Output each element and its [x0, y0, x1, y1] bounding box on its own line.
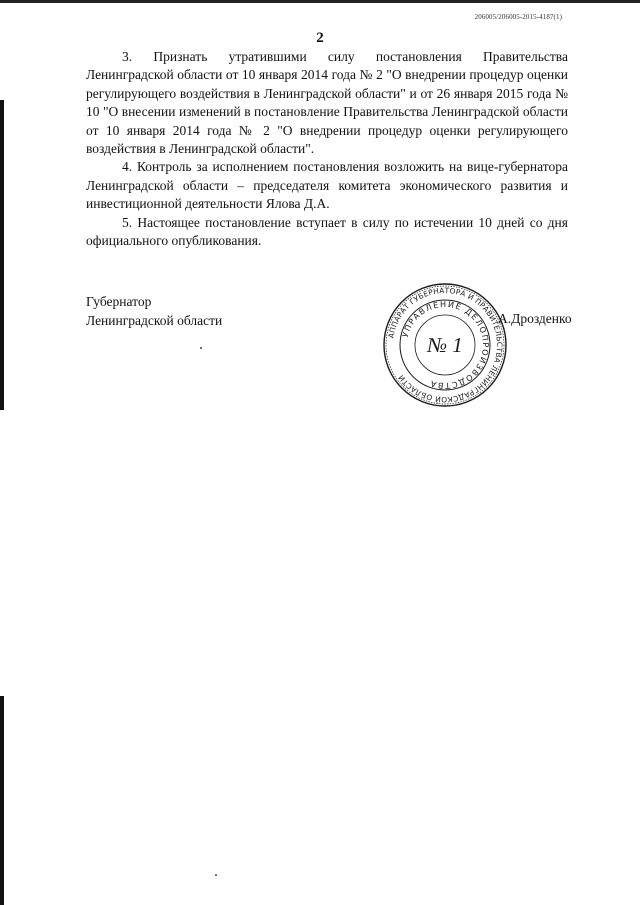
stamp-inner-text: УПРАВЛЕНИЕ ДЕЛОПРОИЗВОДСТВА — [400, 299, 491, 391]
stamp-outer-text: АППАРАТ ГУБЕРНАТОРА И ПРАВИТЕЛЬСТВА ЛЕНИНГРАДСКОЙ ОБЛАСТИ — [386, 285, 505, 405]
scan-edge-mark-upper — [0, 100, 4, 410]
signer-name: А.Дрозденко — [498, 311, 572, 326]
top-border-line — [0, 0, 640, 3]
page-number: 2 — [316, 30, 324, 46]
paragraph-5: 5. Настоящее постановление вступает в силу по истечении 10 дней со дня официального опубликования. — [86, 214, 568, 249]
stamp-center-number: № 1 — [427, 333, 463, 357]
document-body — [86, 48, 568, 250]
signature-block — [86, 292, 222, 330]
scan-speck — [215, 874, 217, 876]
registration-number: 206005/206005-2015-4187(1) — [474, 13, 562, 21]
signer-position-line1: Губернатор — [86, 294, 152, 309]
paragraph-4: 4. Контроль за исполнением постановления возложить на вице-губернатора Ленинградской области – председателя комитета экономического развития и инвестиционной деятельности Ялова Д.А. — [86, 159, 568, 212]
official-seal-stamp — [381, 281, 509, 409]
paragraph-3: 3. Признать утратившими силу постановления Правительства Ленинградской области от 10 января 2014 года № 2 "О внедрении процедур оценки регулирующего воздействия в Ленинградской области" и от 26 января 2015 года № 10 "О внесении изменений в постановление Правительства Ленинградской области от 10 января 2014 года № 2 "О внедрении процедур оценки регулирующего воздействия в Ленинградской области". — [86, 49, 568, 157]
scan-speck — [200, 347, 202, 349]
scan-edge-mark-lower — [0, 696, 4, 905]
signer-position-line2: Ленинградской области — [86, 313, 223, 328]
